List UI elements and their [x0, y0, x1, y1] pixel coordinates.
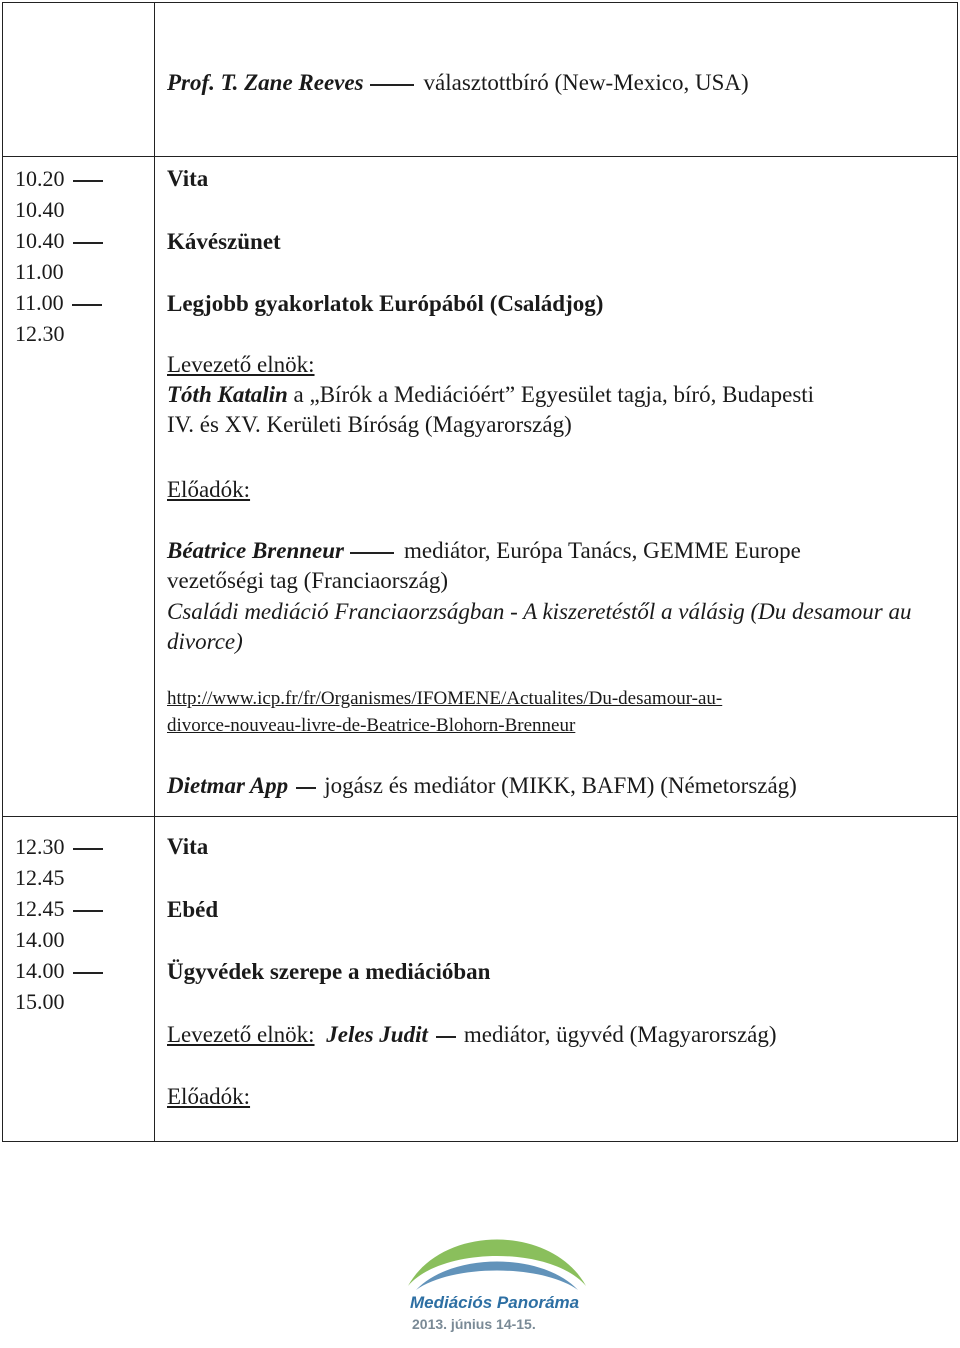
time-end: 12.30 [15, 321, 65, 346]
talk-title-line1: Családi mediáció Franciaorzságban - A kiszeretéstől a válásig (Du desamour au [167, 599, 912, 624]
time-cell-empty [3, 3, 155, 157]
time-end: 15.00 [15, 989, 65, 1014]
chair-desc: mediátor, ügyvéd (Magyarország) [463, 1022, 777, 1047]
time-end: 14.00 [15, 927, 65, 952]
chair-line [167, 1019, 945, 1051]
time-list [3, 817, 154, 1017]
speakers-label: Előadók: [167, 1084, 251, 1109]
time-start: 12.30 [15, 831, 154, 862]
item-kaveszunet: Kávészünet [167, 229, 281, 254]
schedule-row-block1 [3, 157, 958, 817]
time-start: 14.00 [15, 955, 154, 986]
time-start: 10.40 [15, 225, 154, 256]
speaker-name: Béatrice Brenneur [167, 538, 344, 563]
content-cell-block1 [155, 157, 958, 817]
dash [436, 1036, 456, 1038]
item-vita: Vita [167, 166, 209, 191]
chair-desc-line2: IV. és XV. Kerületi Bíróság (Magyarország) [167, 412, 572, 437]
speaker-name: Prof. T. Zane Reeves [167, 70, 364, 95]
logo-date: 2013. június 14-15. [412, 1316, 536, 1332]
dash [350, 552, 394, 554]
chair-desc: a „Bírók a Mediációért” Egyesület tagja, bíró, Budapesti [293, 382, 815, 407]
speaker-desc: mediátor, Európa Tanács, GEMME Europe [403, 538, 801, 563]
time-cell-block1 [3, 157, 155, 817]
dash [370, 84, 414, 86]
speaker-desc-line2: vezetőségi tag (Franciaország) [167, 568, 448, 593]
time-start: 12.45 [15, 893, 154, 924]
speaker-line-brenneur [167, 535, 945, 567]
chair-label: Levezető elnök: [167, 352, 315, 377]
chair-name: Tóth Katalin [167, 382, 288, 407]
time-cell-block2 [3, 817, 155, 1142]
time-end: 10.40 [15, 197, 65, 222]
talk-title-line2: divorce) [167, 629, 243, 654]
speaker-line-reeves [167, 67, 945, 99]
chair-line [167, 379, 945, 411]
speaker-desc: jogász és mediátor (MIKK, BAFM) (Németország) [324, 773, 797, 798]
schedule-row-reeves [3, 3, 958, 157]
schedule-table [2, 2, 958, 1142]
time-start: 10.20 [15, 163, 154, 194]
time-end: 11.00 [15, 259, 64, 284]
time-end: 12.45 [15, 865, 65, 890]
speaker-role: választottbíró (New-Mexico, USA) [423, 70, 749, 95]
logo-title: Mediációs Panoráma [410, 1293, 580, 1312]
time-list [3, 157, 154, 349]
session-title: Ügyvédek szerepe a mediációban [167, 959, 491, 984]
speaker-line-app [167, 770, 945, 802]
speaker-name: Dietmar App [167, 773, 289, 798]
reference-link-line1[interactable]: http://www.icp.fr/fr/Organismes/IFOMENE/Actualites/Du-desamour-au- [167, 688, 723, 709]
chair-label: Levezető elnök: [167, 1022, 315, 1047]
chair-name: Jeles Judit [326, 1022, 428, 1047]
session-title: Legjobb gyakorlatok Európából (Családjog) [167, 291, 604, 316]
speakers-label: Előadók: [167, 477, 251, 502]
content-cell-block2 [155, 817, 958, 1142]
dash [296, 787, 316, 789]
reference-link-line2[interactable]: divorce-nouveau-livre-de-Beatrice-Blohorn-Brenneur [167, 715, 576, 736]
time-start: 11.00 [15, 287, 154, 318]
schedule-row-block2 [3, 817, 958, 1142]
event-logo [402, 1228, 592, 1340]
item-ebed: Ebéd [167, 897, 219, 922]
item-vita: Vita [167, 834, 209, 859]
content-cell-reeves [155, 3, 958, 157]
